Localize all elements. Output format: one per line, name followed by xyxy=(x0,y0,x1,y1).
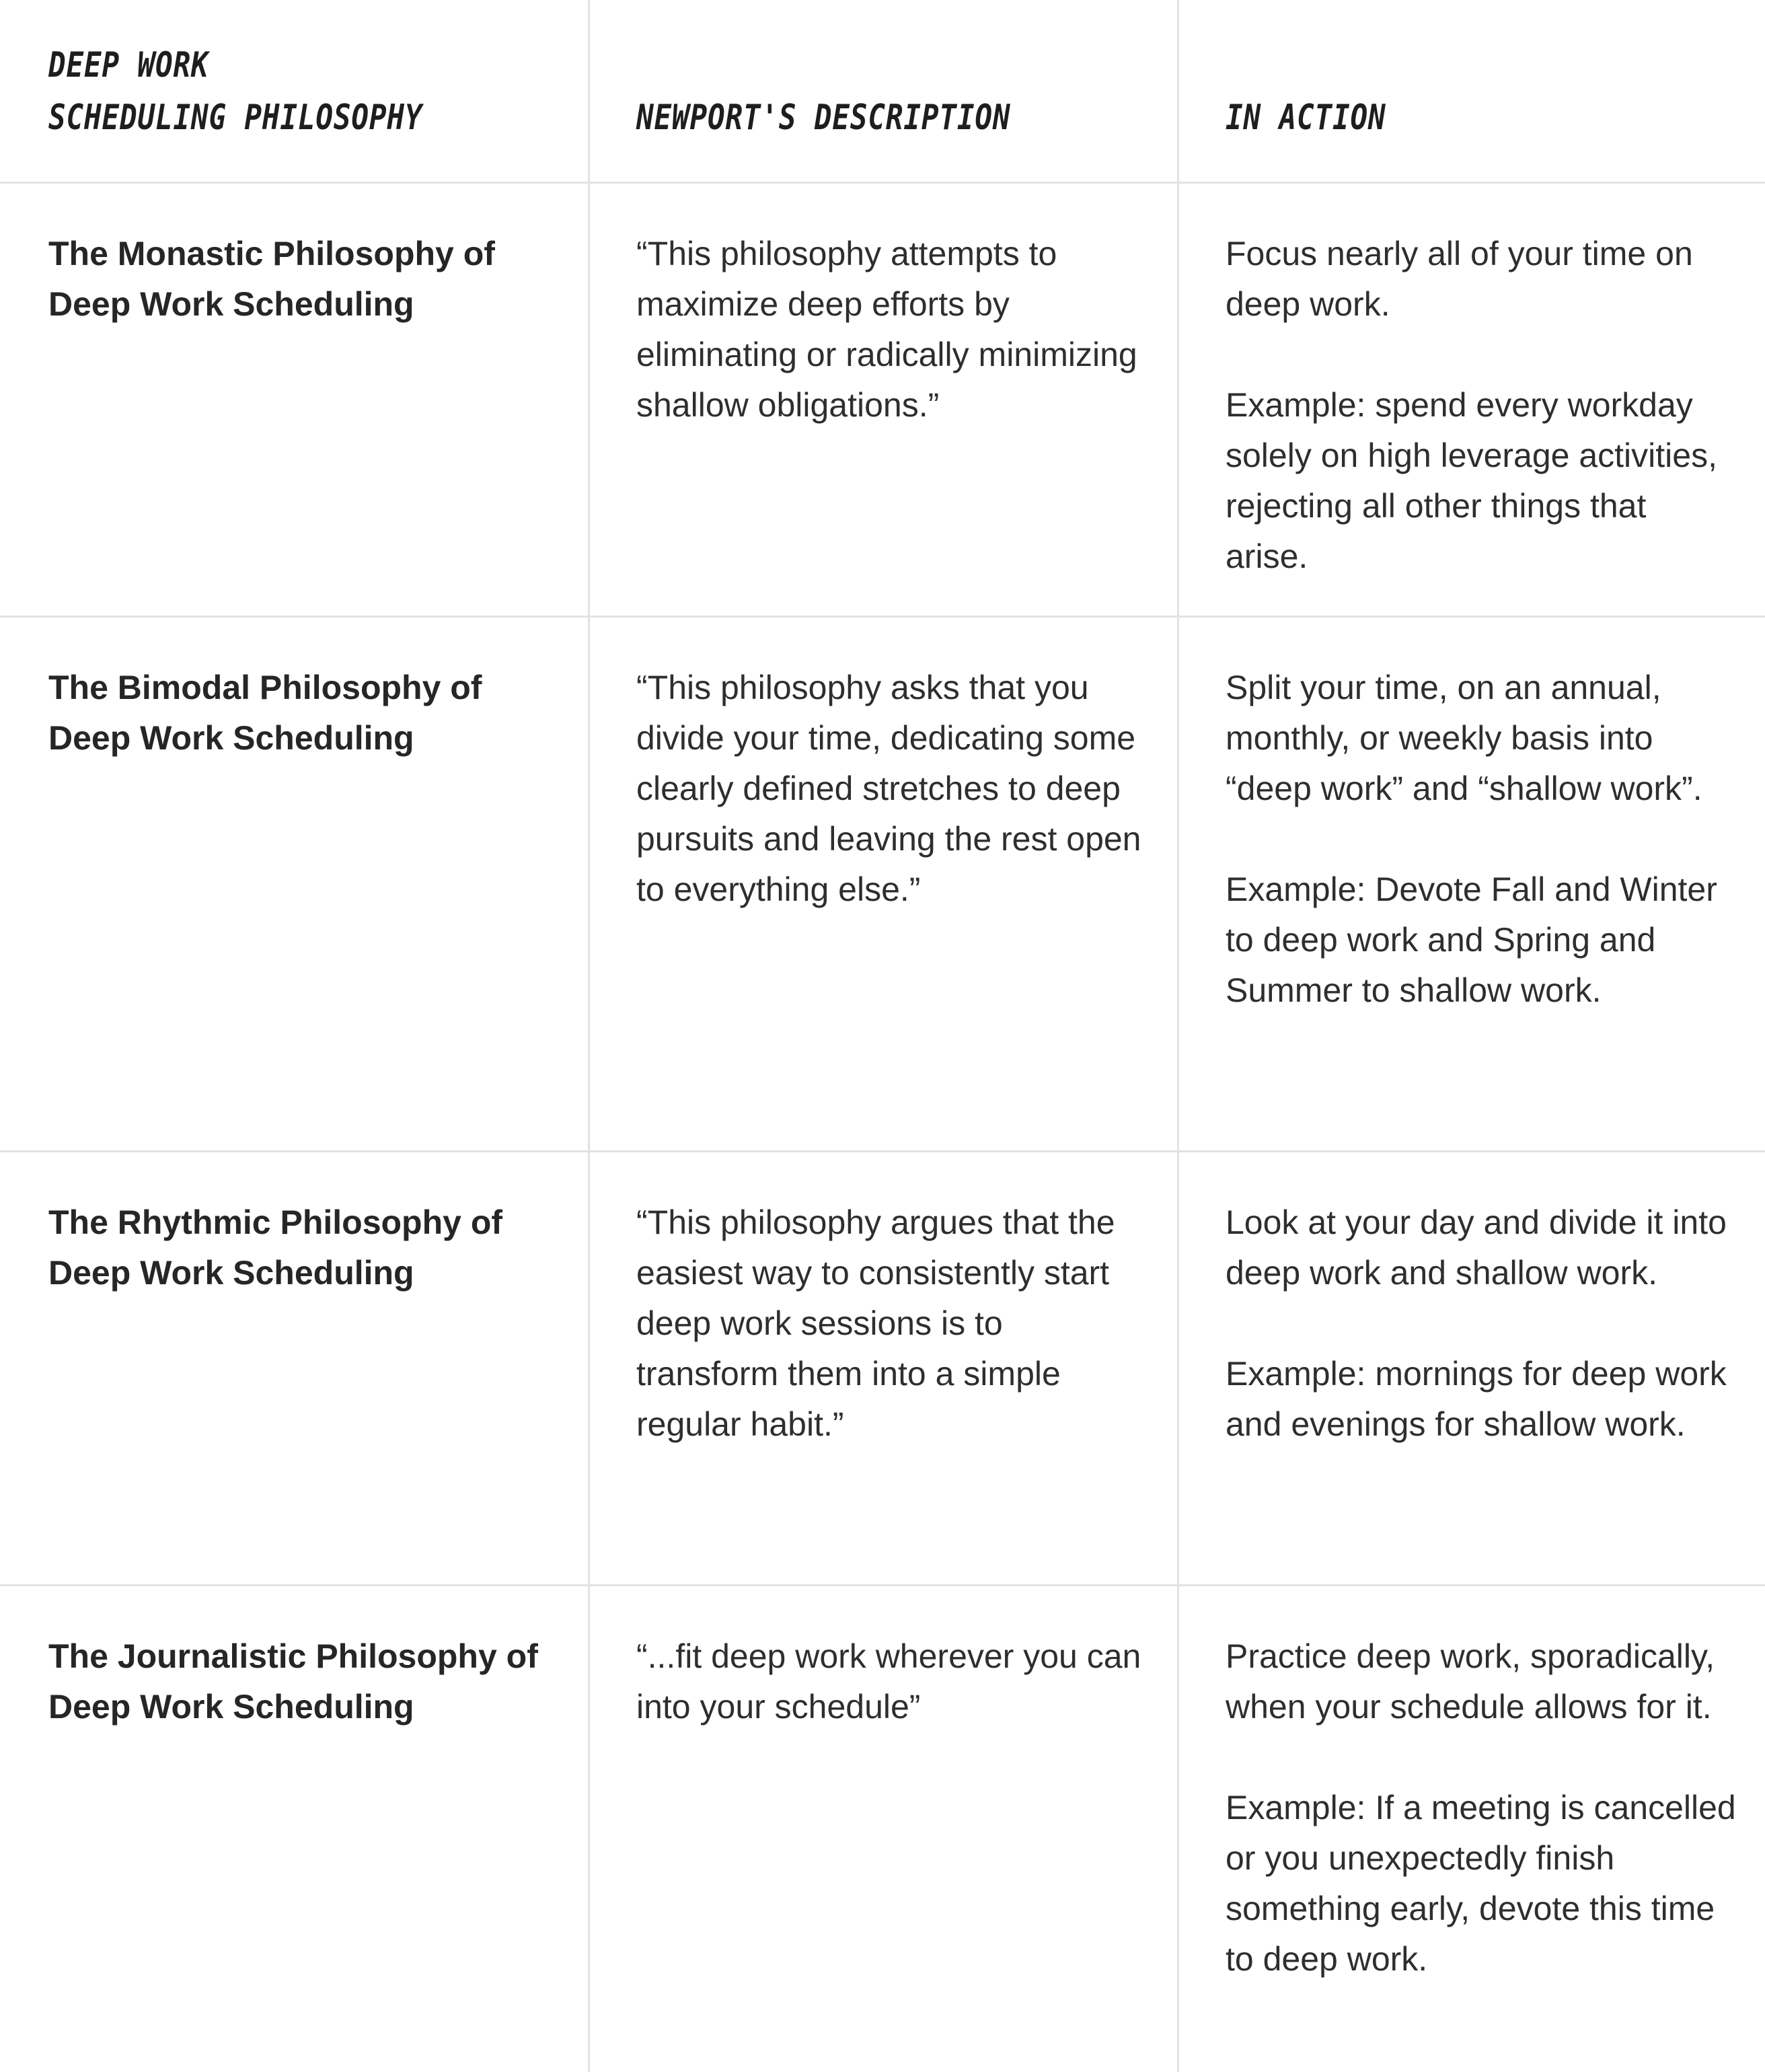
row-divider xyxy=(0,1584,1765,1586)
row-action-monastic xyxy=(1226,229,1737,582)
row-action-bimodal xyxy=(1226,663,1737,1016)
row-philosophy-bimodal: The Bimodal Philosophy of Deep Work Scheduling xyxy=(48,669,482,757)
action-example: Example: If a meeting is cancelled or you unexpectedly finish something early, devote this time to deep work. xyxy=(1226,1789,1736,1978)
column-divider xyxy=(588,0,590,2072)
action-summary: Look at your day and divide it into deep work and shallow work. xyxy=(1226,1204,1727,1292)
action-example: Example: Devote Fall and Winter to deep work and Spring and Summer to shallow work. xyxy=(1226,871,1717,1009)
row-action-rhythmic xyxy=(1226,1197,1737,1450)
action-example: Example: mornings for deep work and evenings for shallow work. xyxy=(1226,1355,1727,1443)
row-description-monastic: “This philosophy attempts to maximize deep efforts by eliminating or radically minimizing shallow obligations.” xyxy=(636,235,1137,424)
header-description: NEWPORT'S DESCRIPTION xyxy=(636,98,1011,138)
row-description-journalistic: “...fit deep work wherever you can into your schedule” xyxy=(636,1637,1141,1726)
header-philosophy-line2: SCHEDULING PHILOSOPHY xyxy=(48,98,423,138)
action-example: Example: spend every workday solely on high leverage activities, rejecting all other things that arise. xyxy=(1226,386,1717,575)
header-philosophy xyxy=(48,39,422,144)
row-philosophy-monastic: The Monastic Philosophy of Deep Work Scheduling xyxy=(48,235,495,323)
row-action-journalistic xyxy=(1226,1631,1737,1985)
column-divider xyxy=(1177,0,1179,2072)
row-divider xyxy=(0,616,1765,618)
row-divider xyxy=(0,182,1765,184)
row-philosophy-rhythmic: The Rhythmic Philosophy of Deep Work Scheduling xyxy=(48,1204,503,1292)
row-philosophy-journalistic: The Journalistic Philosophy of Deep Work Scheduling xyxy=(48,1637,538,1726)
row-divider xyxy=(0,1150,1765,1152)
action-summary: Focus nearly all of your time on deep work. xyxy=(1226,235,1693,323)
row-description-bimodal: “This philosophy asks that you divide your time, dedicating some clearly defined stretches to deep pursuits and leaving the rest open to everything else.” xyxy=(636,669,1141,908)
action-summary: Practice deep work, sporadically, when your schedule allows for it. xyxy=(1226,1637,1715,1726)
row-description-rhythmic: “This philosophy argues that the easiest way to consistently start deep work sessions is to transform them into a simple regular habit.” xyxy=(636,1204,1115,1443)
action-summary: Split your time, on an annual, monthly, or weekly basis into “deep work” and “shallow work”. xyxy=(1226,669,1702,807)
header-philosophy-line1: DEEP WORK xyxy=(48,45,209,85)
header-action: IN ACTION xyxy=(1226,98,1386,138)
